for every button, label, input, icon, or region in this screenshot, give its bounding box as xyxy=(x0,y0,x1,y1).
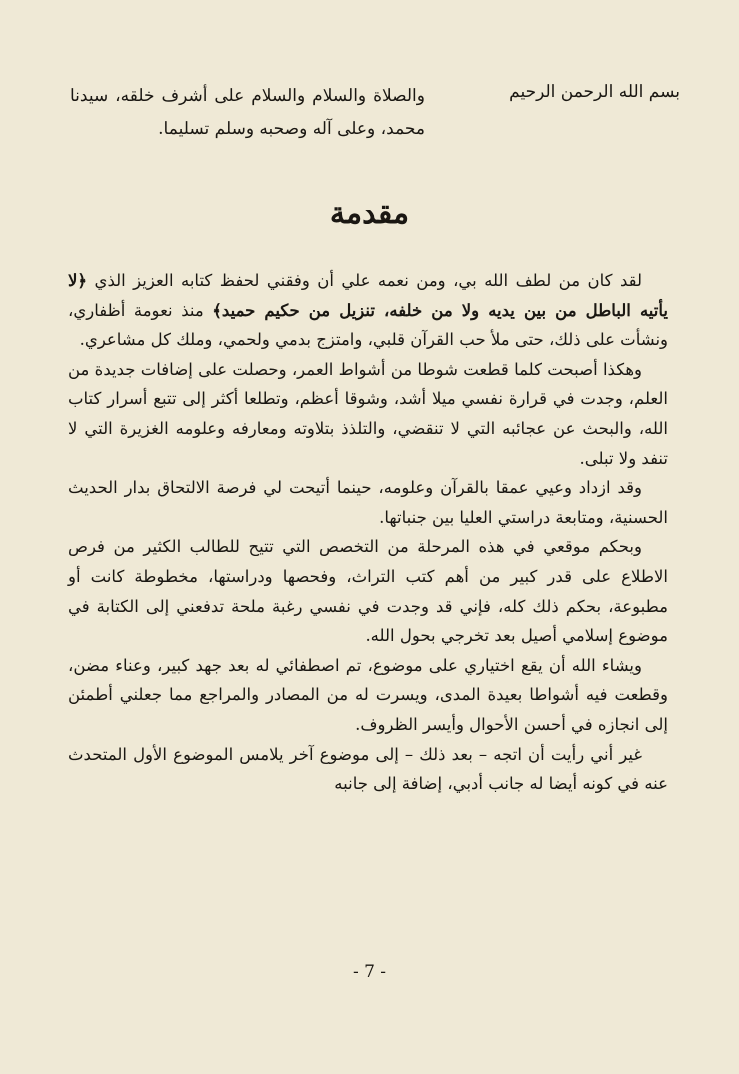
paragraph: غير أني رأيت أن اتجه – بعد ذلك – إلى موضوع آخر يلامس الموضوع الأول المتحدث عنه في كونه أيضا له جانب أدبي، إضافة إلى جانبه xyxy=(68,744,668,794)
body-text xyxy=(68,266,668,799)
salutation: والصلاة والسلام والسلام على أشرف خلقه، سيدنا محمد، وعلى آله وصحبه وسلم تسليما. xyxy=(70,86,425,139)
paragraph: وقد ازداد وعيي عمقا بالقرآن وعلومه، حينما أتيحت لي فرصة الالتحاق بدار الحديث الحسنية، ومتابعة دراستي العليا بين جنباتها. xyxy=(68,478,668,527)
paragraph xyxy=(68,266,668,355)
paragraph-text: لقد كان من لطف الله بي، ومن نعمه علي أن وفقني لحفظ كتابه العزيز الذي xyxy=(87,271,642,290)
section-heading: مقدمة xyxy=(329,196,410,231)
paragraph: وبحكم موقعي في هذه المرحلة من التخصص التي تتيح للطالب الكثير من فرص الاطلاع على قدر كبير من أهم كتب التراث، وفحصها ودراستها، مخطوطة كانت أو مطبوعة، بحكم ذلك كله، فإني قد وجدت في نفسي رغبة ملحة تدفعني إلى الكتابة في موضوع إسلامي أصيل بعد تخرجي بحول الله. xyxy=(68,537,668,646)
opening-block xyxy=(60,80,680,170)
paragraph: ويشاء الله أن يقع اختياري على موضوع، تم اصطفائي له بعد جهد كبير، وعناء مضن، وقطعت فيه أشواطا بعيدة المدى، ويسرت له من المصادر والمراجع مما جعلني أطمئن إلى انجازه في أحسن الأحوال وأيسر الظروف. xyxy=(68,655,668,734)
basmala: بسم الله الرحمن الرحيم xyxy=(509,82,680,102)
quran-verse: ﴿لا يأتيه الباطل من بين يديه ولا من خلفه، تنزيل من حكيم حميد﴾ xyxy=(68,271,668,320)
paragraph-text: منذ نعومة أظفاري، ونشأت على ذلك، حتى ملأ حب القرآن قلبي، وامتزج بدمي ولحمي، وملك كل مشاعري. xyxy=(68,300,668,350)
paragraph: وهكذا أصبحت كلما قطعت شوطا من أشواط العمر، وحصلت على إضافات جديدة من العلم، وجدت في قرارة نفسي ميلا أشد، وشوقا أعظم، وتطلعا أكثر إلى تتبع أسرار كتاب الله، والبحث عن عجائبه التي لا تنقضي، والتلذذ بتلاوته ومعارفه وعلومه الغزيرة التي لا تنفد ولا تبلى. xyxy=(68,359,668,468)
page-number: - 7 - xyxy=(352,962,387,982)
